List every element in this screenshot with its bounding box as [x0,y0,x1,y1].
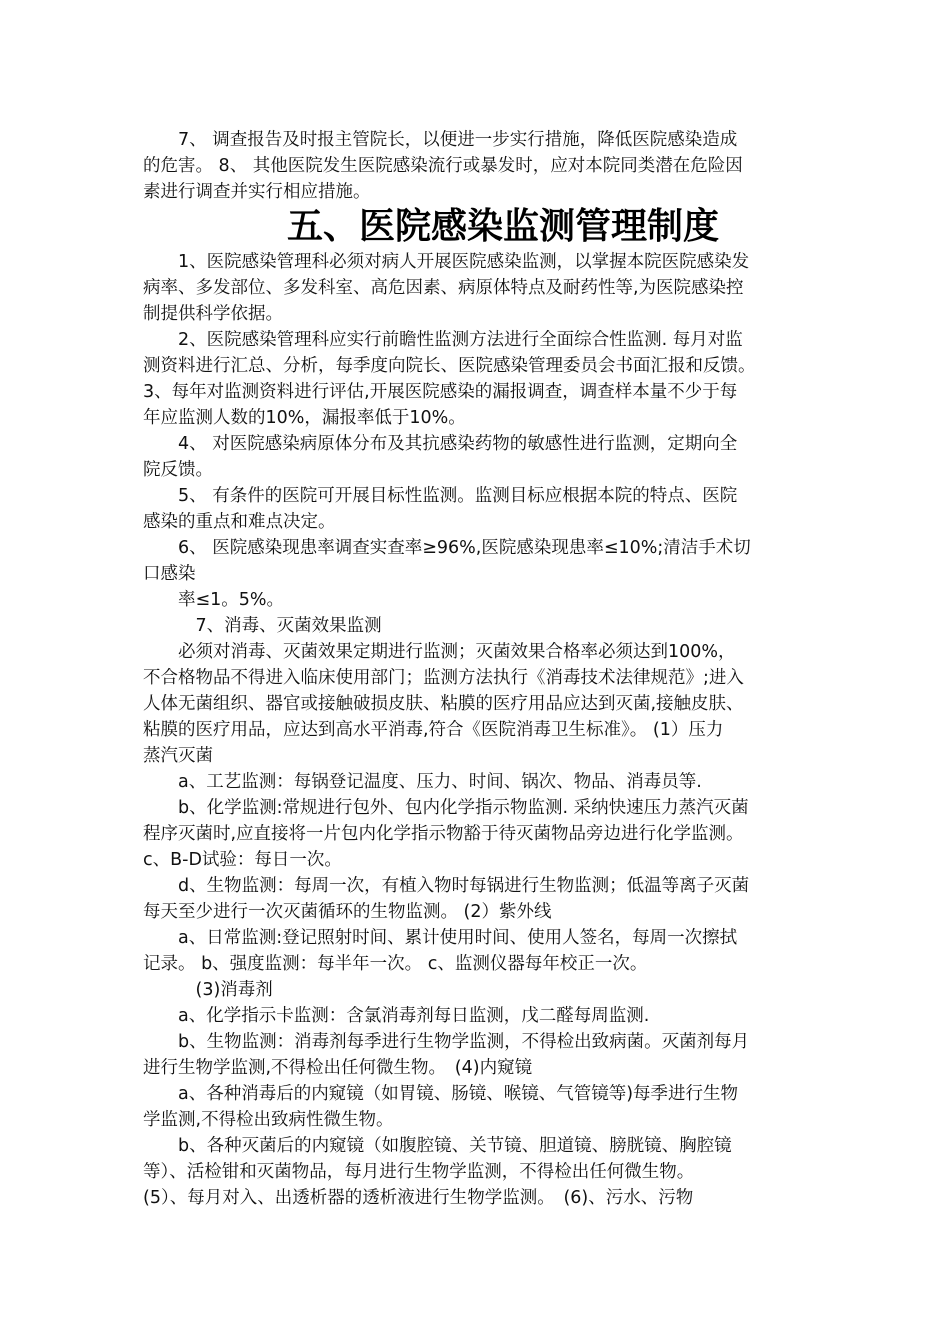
body-line-21: a、工艺监测：每锅登记温度、压力、时间、锅次、物品、消毒员等. [143,772,702,792]
body-line-22: b、化学监测:常规进行包外、包内化学指示物监测. 采纳快速压力蒸汽灭菌 [143,798,749,818]
body-line-26: 每天至少进行一次灭菌循环的生物监测。 (2）紫外线 [143,902,552,922]
body-line-12: 6、 医院感染现患率调查实查率≥96%,医院感染现患率≤10%;清洁手术切 [143,538,751,558]
body-line-27: a、日常监测:登记照射时间、累计使用时间、使用人签名，每周一次擦拭 [143,928,738,948]
body-line-2: 病率、多发部位、多发科室、高危因素、病原体特点及耐药性等,为医院感染控 [143,278,744,298]
body-line-23: 程序灭菌时,应直接将一片包内化学指示物豁于待灭菌物品旁边进行化学监测。 [143,824,744,844]
body-line-6: 3、每年对监测资料进行评估,开展医院感染的漏报调查，调查样本量不少于每 [143,382,738,402]
body-line-37: (5）、每月对入、出透析器的透析液进行生物学监测。 (6)、污水、污物 [143,1188,694,1208]
body-line-17: 不合格物品不得进入临床使用部门；监测方法执行《消毒技术法律规范》;进入 [143,668,744,688]
body-line-24: c、B-D试验：每日一次。 [143,850,342,870]
body-line-20: 蒸汽灭菌 [143,746,213,766]
intro-line-3: 素进行调查并实行相应措施。 [143,182,371,202]
body-line-10: 5、 有条件的医院可开展目标性监测。监测目标应根据本院的特点、医院 [143,486,738,506]
intro-line-2: 的危害。 8、 其他医院发生医院感染流行或暴发时，应对本院同类潜在危险因 [143,156,743,176]
body-line-5: 测资料进行汇总、分析，每季度向院长、医院感染管理委员会书面汇报和反馈。 [143,356,756,376]
body-line-3: 制提供科学依据。 [143,304,283,324]
body-line-4: 2、医院感染管理科应实行前瞻性监测方法进行全面综合性监测. 每月对监 [143,330,743,350]
body-line-16: 必须对消毒、灭菌效果定期进行监测；灭菌效果合格率必须达到100%， [143,642,736,662]
body-line-7: 年应监测人数的10%，漏报率低于10%。 [143,408,466,428]
body-line-31: b、生物监测：消毒剂每季进行生物学监测，不得检出致病菌。灭菌剂每月 [143,1032,750,1052]
section-title: 五、医院感染监测管理制度 [286,206,719,247]
body-line-9: 院反馈。 [143,460,213,480]
body-line-34: 学监测,不得检出致病性微生物。 [143,1110,394,1130]
body-line-1: 1、医院感染管理科必须对病人开展医院感染监测，以掌握本院医院感染发 [143,252,750,272]
body-line-35: b、各种灭菌后的内窥镜（如腹腔镜、关节镜、胆道镜、膀胱镜、胸腔镜 [143,1136,732,1156]
body-line-8: 4、 对医院感染病原体分布及其抗感染药物的敏感性进行监测，定期向全 [143,434,738,454]
body-line-30: a、化学指示卡监测：含氯消毒剂每日监测，戊二醛每周监测. [143,1006,650,1026]
body-line-25: d、生物监测：每周一次，有植入物时每锅进行生物监测；低温等离子灭菌 [143,876,750,896]
body-line-28: 记录。 b、强度监测：每半年一次。 c、监测仪器每年校正一次。 [143,954,648,974]
body-line-11: 感染的重点和难点决定。 [143,512,336,532]
body-line-36: 等）、活检钳和灭菌物品，每月进行生物学监测，不得检出任何微生物。 [143,1162,695,1182]
body-line-29: (3)消毒剂 [143,980,273,1000]
body-line-13: 口感染 [143,564,196,584]
body-line-32: 进行生物学监测,不得检出任何微生物。 (4)内窥镜 [143,1058,533,1078]
body-line-18: 人体无菌组织、器官或接触破损皮肤、粘膜的医疗用品应达到灭菌,接触皮肤、 [143,694,744,714]
body-line-14: 率≤1。5%。 [143,590,285,610]
body-line-33: a、各种消毒后的内窥镜（如胃镜、肠镜、喉镜、气管镜等)每季进行生物 [143,1084,739,1104]
intro-line-1: 7、 调查报告及时报主管院长，以便进一步实行措施，降低医院感染造成 [143,130,738,150]
body-line-19: 粘膜的医疗用品，应达到高水平消毒,符合《医院消毒卫生标准》。 (1）压力 [143,720,724,740]
body-line-15: 7、消毒、灭菌效果监测 [143,616,382,636]
